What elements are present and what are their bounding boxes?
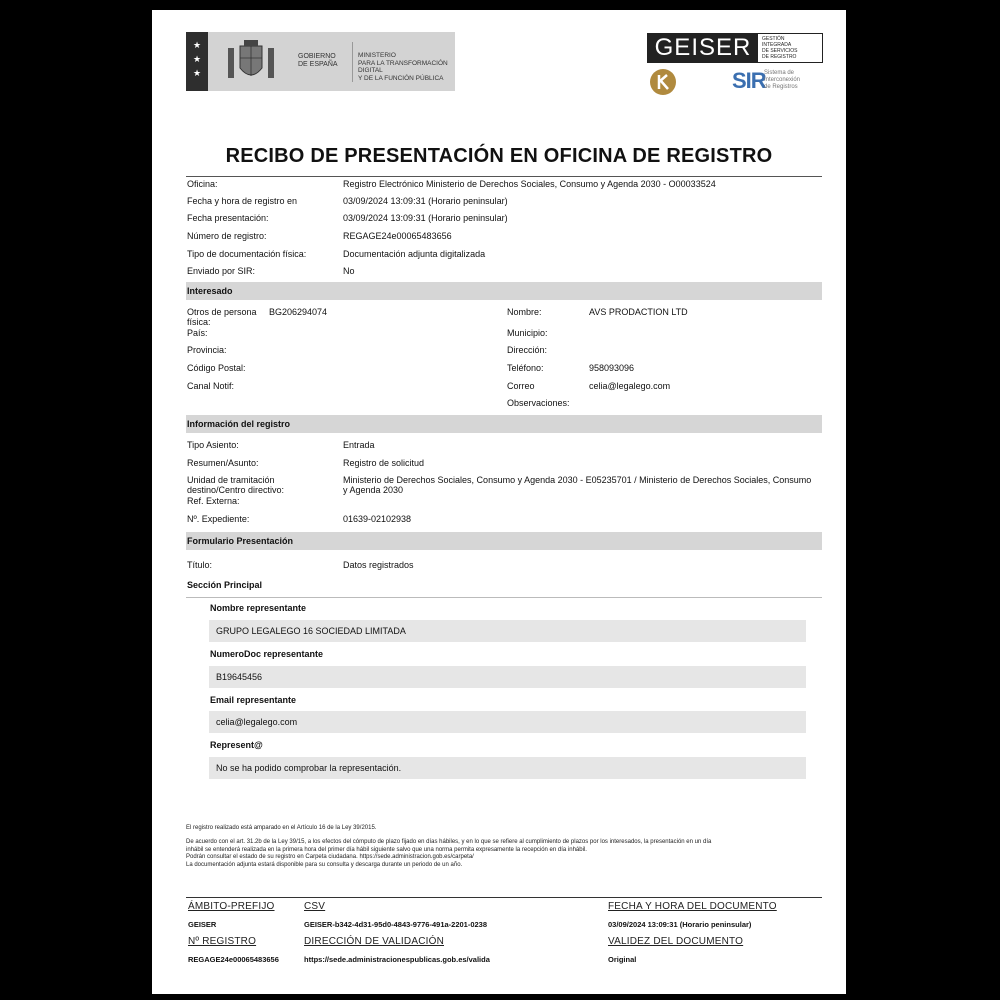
document-page: [152, 10, 846, 994]
oficina-label: Oficina:: [187, 179, 218, 189]
titulo-label: Título:: [187, 560, 213, 570]
tipo-doc-label: Tipo de documentación física:: [187, 249, 307, 259]
gobierno-label: GOBIERNO DE ESPAÑA: [298, 53, 338, 68]
fecha-registro-value: 03/09/2024 13:09:31 (Horario peninsular): [343, 196, 508, 206]
direccion-validacion-value[interactable]: https://sede.administracionespublicas.gob.es/valida: [304, 955, 490, 964]
expediente-label: Nº. Expediente:: [187, 514, 250, 524]
government-logo: [186, 32, 455, 91]
telefono-label: Teléfono:: [507, 363, 544, 373]
numerodoc-representante-value: B19645456: [209, 666, 806, 688]
ambito-prefijo-label: ÁMBITO-PREFIJO: [188, 901, 275, 912]
legal-notice-1: El registro realizado está amparado en el Artículo 16 de la Ley 39/2015.: [186, 825, 377, 831]
sir-subtitle: Sistema de Interconexión de Registros: [764, 70, 801, 90]
ambito-prefijo-value: GEISER: [188, 920, 217, 929]
nombre-label: Nombre:: [507, 307, 542, 317]
codigo-postal-label: Código Postal:: [187, 363, 246, 373]
sir-logo: [732, 68, 832, 96]
star-icon: ★: [192, 40, 202, 50]
seccion-rule: [186, 597, 822, 598]
tipo-doc-value: Documentación adjunta digitalizada: [343, 249, 486, 259]
numero-registro-footer-label: Nº REGISTRO: [188, 936, 257, 947]
validez-documento-label: VALIDEZ DEL DOCUMENTO: [608, 936, 744, 947]
ref-externa-label: Ref. Externa:: [187, 496, 240, 506]
tipo-asiento-label: Tipo Asiento:: [187, 440, 239, 450]
municipio-label: Municipio:: [507, 328, 548, 338]
titulo-value: Datos registrados: [343, 560, 414, 570]
oficina-value: Registro Electrónico Ministerio de Derechos Sociales, Consumo y Agenda 2030 - O00033524: [343, 179, 716, 189]
tipo-asiento-value: Entrada: [343, 440, 375, 450]
provincia-label: Provincia:: [187, 345, 227, 355]
logo-divider: [352, 42, 353, 82]
geiser-logo: [647, 33, 823, 63]
fecha-presentacion-label: Fecha presentación:: [187, 213, 269, 223]
document-title: RECIBO DE PRESENTACIÓN EN OFICINA DE REGISTRO: [225, 145, 773, 167]
fecha-registro-label: Fecha y hora de registro en: [187, 196, 298, 206]
otros-value: BG206294074: [269, 307, 328, 317]
resumen-value: Registro de solicitud: [343, 458, 425, 468]
geiser-subtitle: GESTIÓN INTEGRADA DE SERVICIOS DE REGISTRO: [762, 36, 798, 60]
title-rule: [186, 176, 822, 177]
numerodoc-representante-label: NumeroDoc representante: [210, 649, 324, 659]
direccion-label: Dirección:: [507, 345, 548, 355]
expediente-value: 01639-02102938: [343, 514, 412, 524]
geiser-wordmark: GEISER: [648, 34, 758, 62]
numero-registro-label: Número de registro:: [187, 231, 267, 241]
star-icon: ★: [192, 68, 202, 78]
resumen-label: Resumen/Asunto:: [187, 458, 259, 468]
email-representante-value: celia@legalego.com: [209, 711, 806, 733]
validez-documento-value: Original: [608, 955, 637, 964]
telefono-value: 958093096: [589, 363, 635, 373]
email-representante-label: Email representante: [210, 695, 297, 705]
enviado-sir-value: No: [343, 266, 355, 276]
eu-stars-flag: [186, 32, 208, 91]
nombre-representante-value: GRUPO LEGALEGO 16 SOCIEDAD LIMITADA: [209, 620, 806, 642]
star-icon: ★: [192, 54, 202, 64]
numero-registro-value: REGAGE24e00065483656: [343, 231, 452, 241]
csv-value: GEISER-b342-4d31-95d0-4843-9776-491a-2201-0238: [304, 920, 488, 929]
sir-wordmark: SIR: [732, 68, 766, 93]
direccion-validacion-label: DIRECCIÓN DE VALIDACIÓN: [304, 936, 444, 947]
unidad-value: Ministerio de Derechos Sociales, Consumo y Agenda 2030 - E05235701 / Ministerio de Derechos Sociales, Consumo y Agenda 2030: [343, 475, 812, 495]
interesado-heading: Interesado: [186, 282, 822, 300]
fecha-presentacion-value: 03/09/2024 13:09:31 (Horario peninsular): [343, 213, 508, 223]
legal-notice-2: De acuerdo con el art. 31.2b de la Ley 39/15, a los efectos del cómputo de plazo fijado en días hábiles, y en lo que se refiere al cumplimiento de plazos por los interesados, la presentación en un día inhábil se entenderá realizada en la primera hora del primer día hábil siguiente salvo que una norma permita expresamente la recepción en día inhábil. Podrán consultar el estado de su registro en Carpeta ciudadana. https://sede.administracion.gob.es/carpeta/ La documentación adjunta estará disponible para su consulta y descarga durante un periodo de un año.: [186, 839, 712, 868]
unidad-label: Unidad de tramitación destino/Centro directivo:: [187, 475, 285, 495]
otros-label: Otros de persona física:: [187, 307, 257, 327]
canal-notif-label: Canal Notif:: [187, 381, 235, 391]
observaciones-label: Observaciones:: [507, 398, 570, 408]
fecha-documento-label: FECHA Y HORA DEL DOCUMENTO: [608, 901, 777, 912]
seccion-principal-heading: Sección Principal: [187, 580, 263, 590]
enviado-sir-label: Enviado por SIR:: [187, 266, 256, 276]
represent-label: Represent@: [210, 740, 263, 750]
fecha-documento-value: 03/09/2024 13:09:31 (Horario peninsular): [608, 920, 752, 929]
pais-label: País:: [187, 328, 208, 338]
coat-of-arms-icon: [226, 38, 276, 86]
correo-value: celia@legalego.com: [589, 381, 671, 391]
csv-label: CSV: [304, 901, 326, 912]
registro-circle-icon: [649, 68, 677, 96]
correo-label: Correo: [507, 381, 535, 391]
info-registro-heading: Información del registro: [186, 415, 822, 433]
footer-rule: [186, 897, 822, 898]
numero-registro-footer-value: REGAGE24e00065483656: [188, 955, 279, 964]
nombre-representante-label: Nombre representante: [210, 603, 307, 613]
nombre-value: AVS PRODACTION LTD: [589, 307, 688, 317]
represent-value: No se ha podido comprobar la representación.: [209, 757, 806, 779]
formulario-heading: Formulario Presentación: [186, 532, 822, 550]
ministerio-label: MINISTERIO PARA LA TRANSFORMACIÓN DIGITAL Y DE LA FUNCIÓN PÚBLICA: [358, 52, 448, 82]
